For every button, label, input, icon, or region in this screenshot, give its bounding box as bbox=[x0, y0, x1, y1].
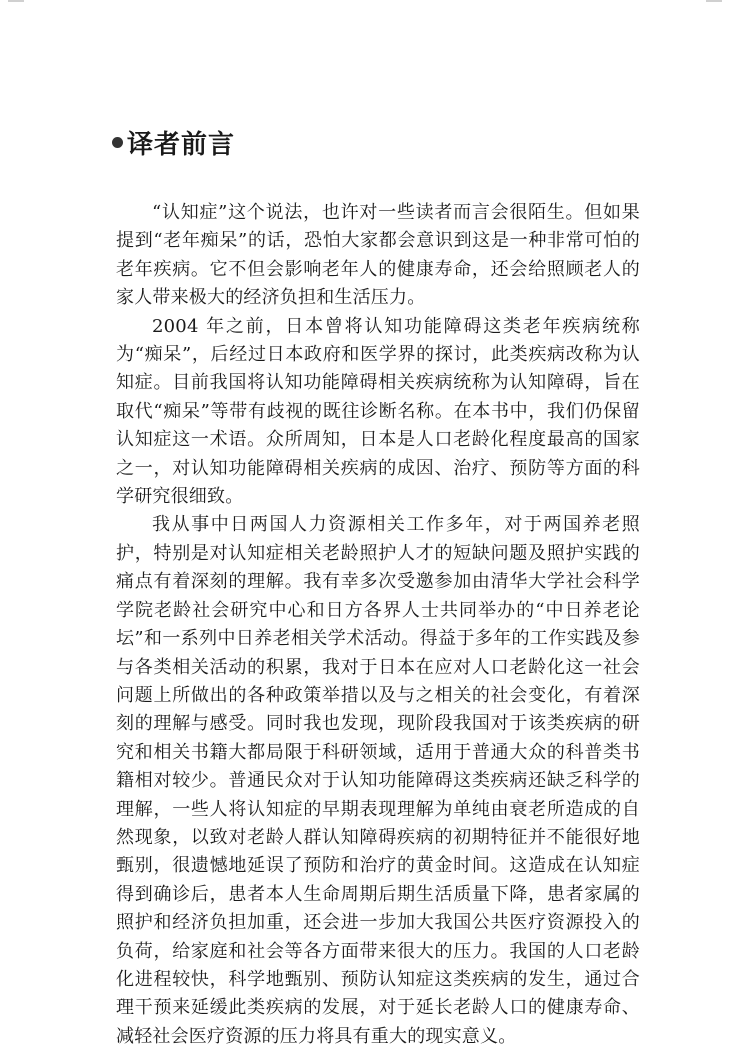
crop-mark-left bbox=[8, 0, 24, 2]
section-title: 译者前言 bbox=[127, 130, 236, 160]
crop-mark-right bbox=[706, 0, 722, 2]
section-heading bbox=[112, 124, 235, 161]
bullet-dot-icon bbox=[112, 137, 123, 148]
paragraph-2: 2004 年之前，日本曾将认知功能障碍这类老年疾病统称为“痴呆”，后经过日本政府和医学界的探讨，此类疾病改称为认知症。目前我国将认知功能障碍相关疾病统称为认知障碍，旨在取代“痴呆”等带有歧视的既往诊断名称。在本书中，我们仍保留认知症这一术语。众所周知，日本是人口老龄化程度最高的国家之一，对认知功能障碍相关疾病的成因、治疗、预防等方面的科学研究很细致。 bbox=[116, 315, 640, 508]
preface-body bbox=[116, 199, 640, 1051]
paragraph-3: 我从事中日两国人力资源相关工作多年，对于两国养老照护，特别是对认知症相关老龄照护人才的短缺问题及照护实践的痛点有着深刻的理解。我有幸多次受邀参加由清华大学社会科学学院老龄社会研究中心和日方各界人士共同举办的“中日养老论坛”和一系列中日养老相关学术活动。得益于多年的工作实践及参与各类相关活动的积累，我对于日本在应对人口老龄化这一社会问题上所做出的各种政策举措以及与之相关的社会变化，有着深刻的理解与感受。同时我也发现，现阶段我国对于该类疾病的研究和相关书籍大都局限于科研领域，适用于普通大众的科普类书籍相对较少。普通民众对于认知功能障碍这类疾病还缺乏科学的理解，一些人将认知症的早期表现理解为单纯由衰老所造成的自然现象，以致对老龄人群认知障碍疾病的初期特征并不能很好地甄别，很遗憾地延误了预防和治疗的黄金时间。这造成在认知症得到确诊后，患者本人生命周期后期生活质量下降，患者家属的照护和经济负担加重，还会进一步加大我国公共医疗资源投入的负荷，给家庭和社会等各方面带来很大的压力。我国的人口老龄化进程较快，科学地甄别、预防认知症这类疾病的发生，通过合理干预来延缓此类疾病的发展，对于延长老龄人口的健康寿命、减轻社会医疗资源的压力将具有重大的现实意义。 bbox=[116, 514, 640, 1047]
paragraph-1: “认知症”这个说法，也许对一些读者而言会很陌生。但如果提到“老年痴呆”的话，恐怕大家都会意识到这是一种非常可怕的老年疾病。它不但会影响老年人的健康寿命，还会给照顾老人的家人带来极大的经济负担和生活压力。 bbox=[116, 202, 640, 309]
